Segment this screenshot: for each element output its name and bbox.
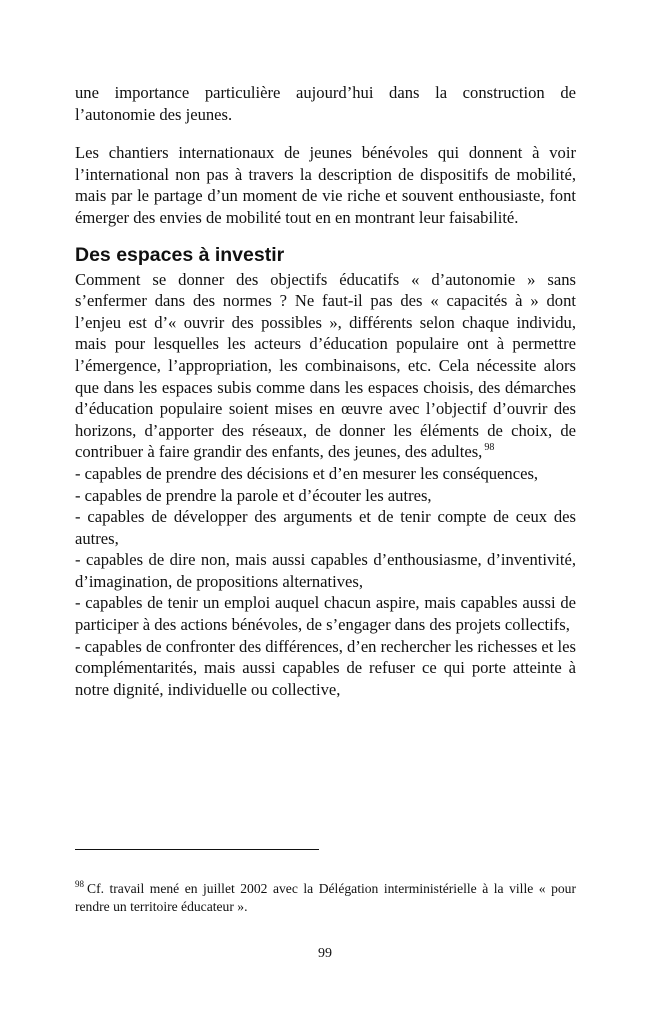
- page-body: [75, 82, 576, 700]
- paragraph-chantiers: Les chantiers internationaux de jeunes bénévoles qui donnent à voir l’international non pas à travers la description de dispositifs de mobilité, mais par le partage d’un moment de vie riche et souvent enthousiaste, font émerger des envies de mobilité tout en en montrant leur faisabilité.: [75, 143, 576, 227]
- paragraph-continuation: une importance particulière aujourd’hui dans la construction de l’autonomie des jeunes.: [75, 83, 576, 124]
- list-item: - capables de confronter des différences, d’en rechercher les richesses et les complémentarités, mais aussi capables de refuser ce qui porte atteinte à notre dignité, individuelle ou collective,: [75, 636, 576, 699]
- footnote-separator: [75, 849, 319, 850]
- list-item: - capables de dire non, mais aussi capables d’enthousiasme, d’inventivité, d’imagination, de propositions alternatives,: [75, 550, 576, 591]
- page-number: 99: [318, 946, 332, 961]
- section-intro-text: Comment se donner des objectifs éducatifs « d’autonomie » sans s’enfermer dans des normes ? Ne faut-il pas des « capacités à » dont l’enjeu est d’« ouvrir des possibles », différents selon chaque individu, mais pour lesquelles les acteurs d’éducation populaire ont à permettre l’émergence, l’appropriation, les combinaisons, etc. Cela nécessite alors que dans les espaces subis comme dans les espaces choisis, des démarches d’éducation populaire soient mises en œuvre avec l’objectif d’ouvrir des horizons, d’apporter des réseaux, de donner les éléments de choix, de contribuer à faire grandir des enfants, des jeunes, des adultes,: [75, 269, 576, 462]
- list-item: - capables de prendre des décisions et d’en mesurer les conséquences,: [75, 463, 539, 483]
- footnote-reference[interactable]: 98: [484, 442, 495, 454]
- list-item: - capables de tenir un emploi auquel chacun aspire, mais capables aussi de participer à des actions bénévoles, de s’engager dans des projets collectifs,: [75, 593, 576, 635]
- list-item: - capables de développer des arguments et de tenir compte de ceux des autres,: [75, 507, 576, 548]
- footnote-text: Cf. travail mené en juillet 2002 avec la Délégation interministérielle à la ville « pour rendre un territoire éducateur ».: [75, 881, 576, 914]
- section-heading: Des espaces à investir: [75, 243, 285, 266]
- list-item: - capables de prendre la parole et d’écouter les autres,: [75, 485, 432, 505]
- footnote-number: 98: [75, 879, 84, 889]
- footnote: [75, 880, 576, 916]
- section-intro: [75, 269, 576, 463]
